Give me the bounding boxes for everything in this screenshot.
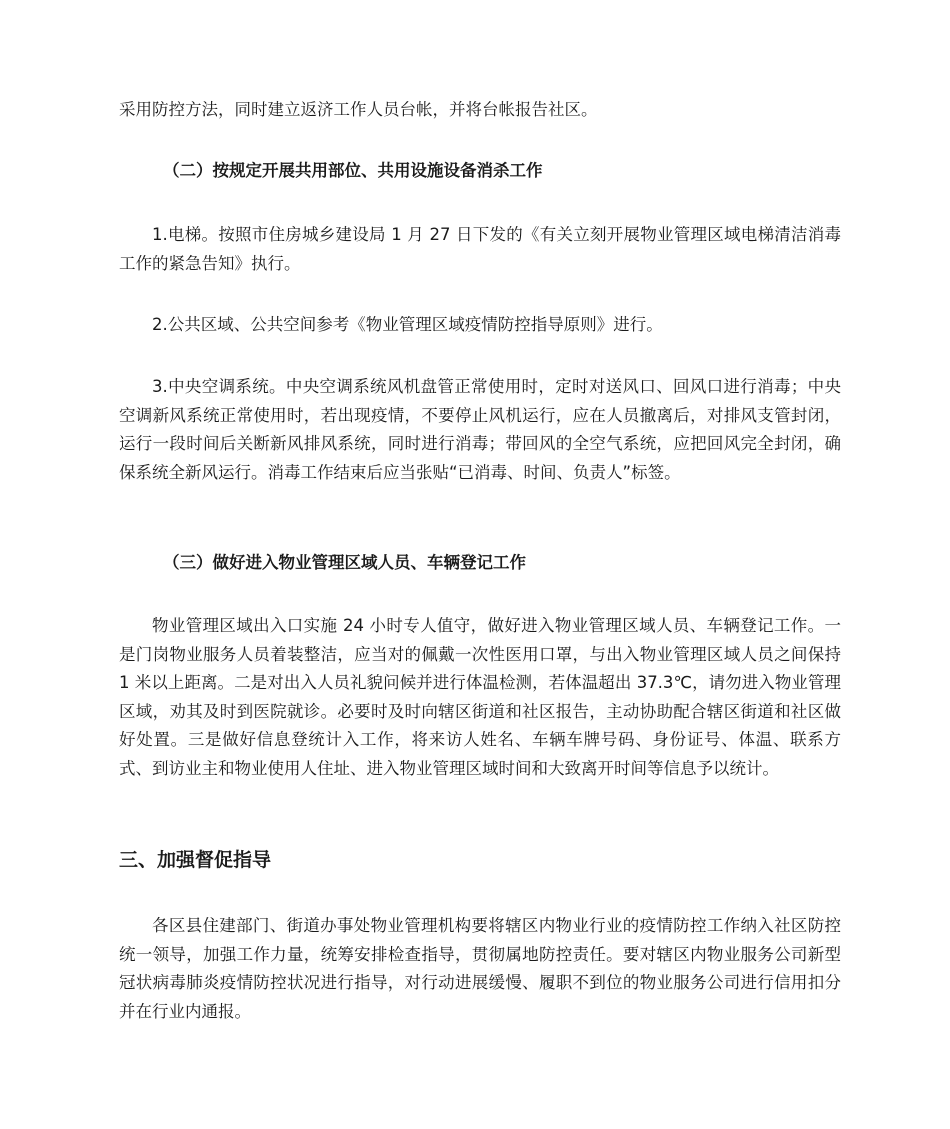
main-heading-supervision: 三、加强督促指导 xyxy=(119,849,272,871)
supervision-paragraph: 各区县住建部门、街道办事处物业管理机构要将辖区内物业行业的疫情防控工作纳入社区防控统一领导，加强工作力量，统筹安排检查指导，贯彻属地防控责任。要对辖区内物业服务公司新型冠状病毒肺炎疫情防控状况进行指导，对行动进展缓慢、履职不到位的物业服务公司进行信用扣分并在行业内通报。 xyxy=(119,916,841,1021)
air-conditioning-paragraph: 3.中央空调系统。中央空调系统风机盘管正常使用时，定时对送风口、回风口进行消毒；中央空调新风系统正常使用时，若出现疫情，不要停止风机运行，应在人员撤离后，对排风支管封闭，运行一段时间后关断新风排风系统，同时进行消毒；带回风的全空气系统，应把回风完全封闭，确保系统全新风运行。消毒工作结束后应当张贴“已消毒、时间、负责人”标签。 xyxy=(119,377,841,482)
public-area-paragraph: 2.公共区域、公共空间参考《物业管理区域疫情防控指导原则》进行。 xyxy=(152,315,663,334)
section-2-heading: （二）按规定开展共用部位、共用设施设备消杀工作 xyxy=(163,161,543,180)
registration-paragraph: 物业管理区域出入口实施 24 小时专人值守，做好进入物业管理区域人员、车辆登记工作。一是门岗物业服务人员着装整洁，应当对的佩戴一次性医用口罩，与出入物业管理区域人员之间保持 1 米以上距离。二是对出入人员礼貌问候并进行体温检测，若体温超出 37.3℃，请勿进入物业管理区域，劝其及时到医院就诊。必要时及时向辖区街道和社区报告，主动协助配合辖区街道和社区做好处置。三是做好信息登统计入工作，将来访人姓名、车辆车牌号码、身份证号、体温、联系方式、到访业主和物业使用人住址、进入物业管理区域时间和大致离开时间等信息予以统计。 xyxy=(119,616,841,778)
continuation-paragraph: 采用防控方法，同时建立返济工作人员台帐，并将台帐报告社区。 xyxy=(119,100,598,119)
elevator-paragraph: 1.电梯。按照市住房城乡建设局 1 月 27 日下发的《有关立刻开展物业管理区域电梯清洁消毒工作的紧急告知》执行。 xyxy=(119,225,841,273)
section-3-heading: （三）做好进入物业管理区域人员、车辆登记工作 xyxy=(163,553,526,572)
